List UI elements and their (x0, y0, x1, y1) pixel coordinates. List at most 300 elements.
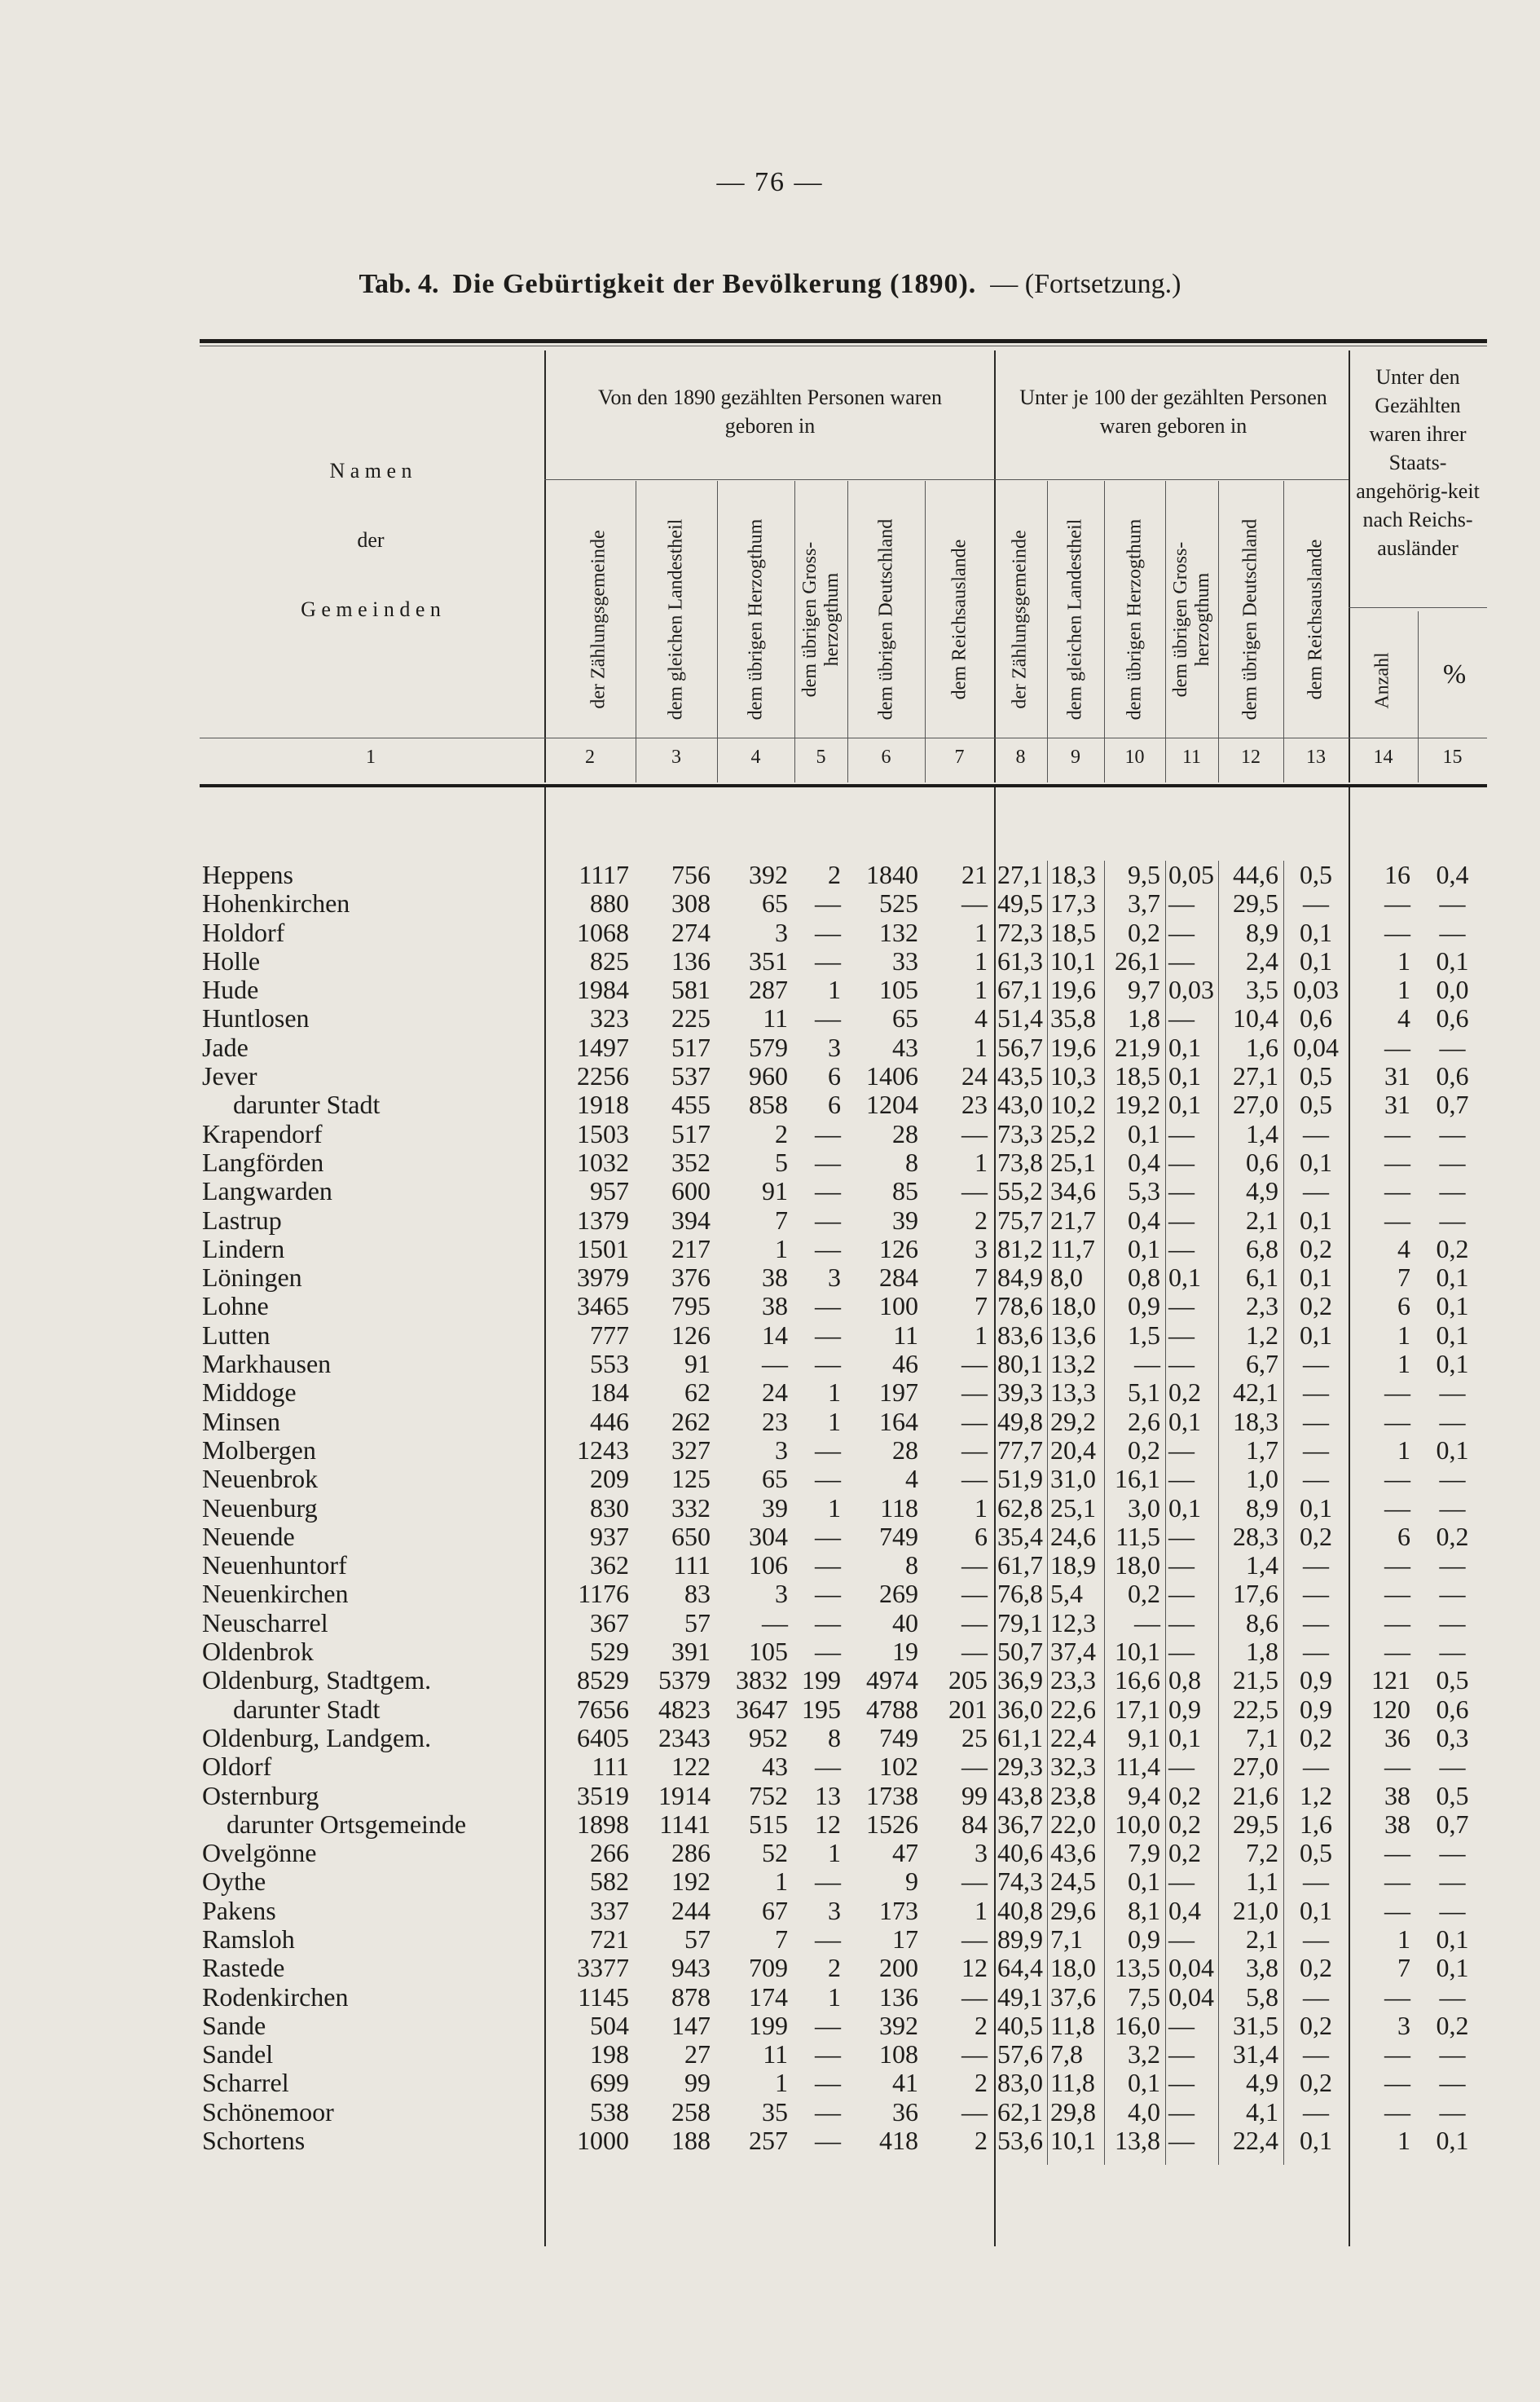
table-cell: — (815, 2096, 841, 2127)
table-cell: 10,1 (1050, 945, 1096, 976)
table-cell: 55,2 (997, 1176, 1043, 1206)
table-cell: 0,1 (1300, 945, 1332, 976)
table-cell: 14 (762, 1320, 788, 1350)
table-cell: 43,0 (997, 1090, 1043, 1120)
municipality-name: Oythe (202, 1867, 266, 1897)
table-cell: 0,1 (1128, 2068, 1160, 2098)
table-cell: 23,8 (1050, 1780, 1096, 1810)
col-header-reichsauslande: dem Reichsauslande (948, 539, 970, 700)
table-cell: 0,2 (1128, 1579, 1160, 1609)
table-cell: 17,3 (1050, 888, 1096, 919)
table-cell: 205 (948, 1665, 988, 1695)
table-cell: — (1384, 1637, 1410, 1667)
table-cell: — (1168, 1521, 1195, 1551)
table-cell: — (815, 888, 841, 919)
table-cell: 0,1 (1128, 1118, 1160, 1148)
table-cell: 0,7 (1436, 1809, 1469, 1839)
table-title: Die Gebürtigkeit der Bevölkerung (1890). (452, 269, 977, 299)
column-number: 15 (1442, 747, 1463, 768)
table-cell: 287 (749, 975, 788, 1005)
table-cell: 74,3 (997, 1867, 1043, 1897)
table-caption-suffix: — (Fortsetzung.) (990, 269, 1181, 299)
table-cell: 10,0 (1115, 1809, 1160, 1839)
table-cell: — (1384, 888, 1410, 919)
table-cell: 0,2 (1300, 1953, 1332, 1983)
table-cell: 0,1 (1300, 1205, 1332, 1235)
table-cell: 0,2 (1168, 1780, 1201, 1810)
table-cell: 2 (975, 2010, 988, 2040)
table-cell: — (961, 1579, 988, 1609)
table-cell: 0,3 (1436, 1722, 1469, 1752)
table-column-8 (994, 861, 1047, 2155)
table-cell: 35 (762, 2096, 788, 2127)
table-cell: 1 (828, 1377, 841, 1408)
table-cell: 858 (749, 1090, 788, 1120)
table-cell: 89,9 (997, 1924, 1043, 1954)
table-cell: — (961, 1981, 988, 2012)
table-cell: — (815, 2010, 841, 2040)
table-cell: 8,6 (1246, 1607, 1278, 1637)
table-cell: 8 (828, 1722, 841, 1752)
header-separator (994, 350, 996, 782)
table-cell: 1,2 (1246, 1320, 1278, 1350)
table-cell: — (1168, 917, 1195, 947)
table-cell: 0,1 (1168, 1090, 1201, 1120)
table-cell: — (1303, 1118, 1329, 1148)
table-cell: — (815, 1752, 841, 1782)
table-cell: 351 (749, 945, 788, 976)
table-cell: 4974 (866, 1665, 918, 1695)
table-cell: 125 (671, 1464, 711, 1494)
municipality-name: Jever (202, 1061, 257, 1091)
table-cell: 367 (590, 1607, 629, 1637)
table-cell: 266 (590, 1838, 629, 1868)
table-cell: 10,2 (1050, 1090, 1096, 1120)
table-cell: — (815, 2039, 841, 2069)
table-cell: 198 (590, 2039, 629, 2069)
column-number: 8 (1015, 747, 1026, 768)
table-cell: 24 (961, 1061, 988, 1091)
table-cell: 18,0 (1050, 1953, 1096, 1983)
table-cell: 83,6 (997, 1320, 1043, 1350)
table-cell: — (961, 1637, 988, 1667)
table-cell: 446 (590, 1406, 629, 1436)
table-cell: — (1439, 1637, 1466, 1667)
table-cell: — (1168, 945, 1195, 976)
municipality-name: Neuscharrel (202, 1607, 328, 1637)
table-cell: 17,1 (1115, 1694, 1160, 1724)
table-cell: — (1439, 917, 1466, 947)
table-cell: 4 (905, 1464, 918, 1494)
table-cell: — (961, 1377, 988, 1408)
table-cell: 1 (975, 975, 988, 1005)
column-separator (1283, 481, 1284, 782)
table-cell: 19 (892, 1637, 918, 1667)
table-cell: 0,1 (1300, 1895, 1332, 1925)
table-cell: 23,3 (1050, 1665, 1096, 1695)
table-cell: 749 (879, 1521, 918, 1551)
table-cell: 1,6 (1246, 1032, 1278, 1062)
table-cell: 0,1 (1168, 1406, 1201, 1436)
municipality-name: darunter Stadt (233, 1090, 381, 1120)
table-cell: 7 (775, 1205, 788, 1235)
table-cell: 0,05 (1168, 860, 1214, 889)
table-cell: 5379 (658, 1665, 711, 1695)
table-cell: 42,1 (1233, 1377, 1278, 1408)
table-cell: — (1439, 2039, 1466, 2069)
table-cell: 29,2 (1050, 1406, 1096, 1436)
table-cell: — (815, 1118, 841, 1148)
table-cell: — (961, 1435, 988, 1465)
table-cell: 5,8 (1246, 1981, 1278, 2012)
table-cell: 8,0 (1050, 1263, 1083, 1293)
table-cell: 43,6 (1050, 1838, 1096, 1868)
municipality-name: Middoge (202, 1377, 297, 1408)
table-cell: 830 (590, 1492, 629, 1523)
table-cell: 7 (1397, 1953, 1410, 1983)
table-cell: 943 (671, 1953, 711, 1983)
table-cell: 32,3 (1050, 1752, 1096, 1782)
table-cell: — (1384, 1867, 1410, 1897)
table-cell: 64,4 (997, 1953, 1043, 1983)
table-cell: 136 (671, 945, 711, 976)
column-separator (1104, 481, 1105, 782)
table-cell: 525 (879, 888, 918, 919)
table-cell: 61,3 (997, 945, 1043, 976)
municipality-name: Neuenhuntorf (202, 1550, 347, 1580)
table-cell: 61,1 (997, 1722, 1043, 1752)
table-cell: 0,1 (1436, 1924, 1469, 1954)
table-cell: 18,3 (1233, 1406, 1278, 1436)
table-cell: 19,6 (1050, 1032, 1096, 1062)
table-cell: 22,6 (1050, 1694, 1096, 1724)
table-cell: 0,1 (1128, 1867, 1160, 1897)
table-cell: 721 (590, 1924, 629, 1954)
table-cell: 392 (749, 860, 788, 889)
table-cell: 35,4 (997, 1521, 1043, 1551)
table-cell: — (1303, 1579, 1329, 1609)
table-cell: — (1168, 1435, 1195, 1465)
table-cell: 18,5 (1115, 1061, 1160, 1091)
table-cell: 262 (671, 1406, 711, 1436)
table-cell: 0,2 (1128, 1435, 1160, 1465)
table-cell: — (1168, 1349, 1195, 1379)
column-separator (794, 481, 795, 782)
table-cell: 274 (671, 917, 711, 947)
col-header-percent: % (1442, 659, 1467, 690)
table-cell: 27,1 (1233, 1061, 1278, 1091)
table-cell: 22,0 (1050, 1809, 1096, 1839)
table-cell: 7 (775, 1924, 788, 1954)
table-cell: — (1303, 1464, 1329, 1494)
table-cell: — (1168, 1579, 1195, 1609)
table-cell: 8 (905, 1147, 918, 1177)
table-cell: 3979 (577, 1263, 629, 1293)
table-cell: 0,9 (1300, 1665, 1332, 1695)
column-number: 10 (1124, 747, 1145, 768)
table-cell: 100 (879, 1291, 918, 1321)
table-cell: 197 (879, 1377, 918, 1408)
table-cell: 41 (892, 2068, 918, 2098)
table-cell: 579 (749, 1032, 788, 1062)
table-cell: 418 (879, 2126, 918, 2156)
table-cell: 0,1 (1436, 1435, 1469, 1465)
table-cell: 199 (802, 1665, 841, 1695)
table-cell: 376 (671, 1263, 711, 1293)
table-cell: — (961, 1607, 988, 1637)
table-cell: 3 (775, 1579, 788, 1609)
table-cell: 36 (892, 2096, 918, 2127)
table-cell: 26,1 (1115, 945, 1160, 976)
table-cell: 22,4 (1050, 1722, 1096, 1752)
table-cell: 1 (775, 1867, 788, 1897)
table-cell: 43 (762, 1752, 788, 1782)
municipality-name: Huntlosen (202, 1003, 310, 1034)
table-cell: — (1384, 1492, 1410, 1523)
table-cell: 952 (749, 1722, 788, 1752)
group-absolute-header: Von den 1890 gezählten Personen waren geboren in (598, 386, 942, 438)
table-cell: 0,2 (1168, 1809, 1201, 1839)
table-cell: — (961, 1464, 988, 1494)
table-cell: — (1168, 1752, 1195, 1782)
table-column-3 (636, 861, 715, 2155)
table-cell: 99 (684, 2068, 711, 2098)
table-cell: — (1439, 1550, 1466, 1580)
table-cell: 6 (828, 1090, 841, 1120)
names-header-line: G e m e i n d e n (301, 597, 441, 621)
header-group-rule (544, 479, 994, 480)
table-cell: 709 (749, 1953, 788, 1983)
table-number: Tab. 4. (359, 269, 439, 299)
table-cell: — (1303, 1349, 1329, 1379)
table-cell: 0,2 (1300, 1722, 1332, 1752)
table-cell: 1 (828, 1492, 841, 1523)
table-cell: 1,2 (1300, 1780, 1332, 1810)
table-cell: 0,04 (1168, 1953, 1214, 1983)
table-cell: — (815, 2068, 841, 2098)
table-cell: 5 (775, 1147, 788, 1177)
table-cell: — (961, 1118, 988, 1148)
table-cell: — (815, 1550, 841, 1580)
table-cell: 0,1 (1168, 1492, 1201, 1523)
table-cell: 1918 (577, 1090, 629, 1120)
table-cell: 49,5 (997, 888, 1043, 919)
municipality-name: Holle (202, 945, 261, 976)
table-cell: 57,6 (997, 2039, 1043, 2069)
table-cell: 1 (975, 1320, 988, 1350)
table-cell: 0,1 (1436, 1953, 1469, 1983)
table-cell: 0,4 (1128, 1205, 1160, 1235)
table-cell: — (1168, 1607, 1195, 1637)
table-cell: 0,6 (1436, 1003, 1469, 1034)
table-cell: 3519 (577, 1780, 629, 1810)
column-number: 1 (366, 747, 376, 768)
column-number: 4 (750, 747, 761, 768)
table-cell: — (1168, 1291, 1195, 1321)
table-cell: 1 (975, 1895, 988, 1925)
table-cell: 5,1 (1128, 1377, 1160, 1408)
table-cell: 1 (1397, 945, 1410, 976)
table-cell: 0,1 (1300, 1320, 1332, 1350)
table-cell: 25,2 (1050, 1118, 1096, 1148)
table-cell: 0,5 (1300, 1061, 1332, 1091)
table-cell: 2,6 (1128, 1406, 1160, 1436)
col-header-pct-reichsauslande: dem Reichsauslande (1305, 539, 1327, 700)
table-cell: 0,4 (1168, 1895, 1201, 1925)
table-cell: — (815, 1867, 841, 1897)
table-cell: 3 (828, 1263, 841, 1293)
table-cell: — (1384, 1377, 1410, 1408)
table-cell: — (1168, 2096, 1195, 2127)
municipality-name: Molbergen (202, 1435, 316, 1465)
table-cell: 67 (762, 1895, 788, 1925)
names-header-line: N a m e n (329, 459, 412, 483)
table-cell: 9,7 (1128, 975, 1160, 1005)
table-cell: 10,1 (1050, 2126, 1096, 2156)
table-cell: 16,6 (1115, 1665, 1160, 1695)
table-cell: 10,1 (1115, 1637, 1160, 1667)
table-cell: 3 (775, 917, 788, 947)
table-column-7 (925, 861, 992, 2155)
table-cell: 11 (763, 2039, 788, 2069)
table-cell: 327 (671, 1435, 711, 1465)
table-cell: — (815, 1320, 841, 1350)
table-cell: 391 (671, 1637, 711, 1667)
table-cell: 362 (590, 1550, 629, 1580)
table-cell: — (1168, 2010, 1195, 2040)
table-cell: — (815, 1233, 841, 1263)
table-cell: 880 (590, 888, 629, 919)
table-cell: 0,6 (1436, 1061, 1469, 1091)
table-cell: 83,0 (997, 2068, 1043, 2098)
table-cell: 286 (671, 1838, 711, 1868)
table-column-5 (794, 861, 846, 2155)
table-cell: 269 (879, 1579, 918, 1609)
municipality-name: Rastede (202, 1953, 285, 1983)
table-cell: 2343 (658, 1722, 711, 1752)
table-cell: 28,3 (1233, 1521, 1278, 1551)
table-cell: 332 (671, 1492, 711, 1523)
table-cell: 2 (975, 2068, 988, 2098)
table-cell: 8,9 (1246, 1492, 1278, 1523)
municipality-name: Jade (202, 1032, 249, 1062)
table-cell: 2,1 (1246, 1924, 1278, 1954)
table-cell: — (1303, 888, 1329, 919)
table-cell: — (1384, 2068, 1410, 2098)
col-header-pct-landestheil: dem gleichen Landestheil (1064, 518, 1086, 721)
table-cell: — (1384, 1550, 1410, 1580)
municipality-name: Oldenburg, Stadtgem. (202, 1665, 432, 1695)
table-cell: — (961, 1867, 988, 1897)
table-cell: 6 (975, 1521, 988, 1551)
table-cell: 1 (1397, 1435, 1410, 1465)
table-cell: 1497 (577, 1032, 629, 1062)
table-cell: 3465 (577, 1291, 629, 1321)
table-cell: 1 (775, 2068, 788, 2098)
table-cell: 51,9 (997, 1464, 1043, 1494)
table-cell: 3 (975, 1233, 988, 1263)
table-cell: 111 (592, 1752, 629, 1782)
table-cell: — (1439, 1895, 1466, 1925)
table-cell: 323 (590, 1003, 629, 1034)
table-cell: 199 (749, 2010, 788, 2040)
table-cell: 43,8 (997, 1780, 1043, 1810)
table-cell: 136 (879, 1981, 918, 2012)
table-cell: — (1439, 2096, 1466, 2127)
table-cell: 5,4 (1050, 1579, 1083, 1609)
table-cell: — (1439, 1607, 1466, 1637)
table-cell: — (1439, 1176, 1466, 1206)
table-cell: — (1384, 2096, 1410, 2127)
table-cell: 11 (763, 1003, 788, 1034)
table-cell: 77,7 (997, 1435, 1043, 1465)
table-cell: 22,5 (1233, 1694, 1278, 1724)
table-cell: 43 (892, 1032, 918, 1062)
table-cell: 1,8 (1128, 1003, 1160, 1034)
table-cell: 0,5 (1300, 1090, 1332, 1120)
table-cell: 24,5 (1050, 1867, 1096, 1897)
table-cell: 0,4 (1436, 860, 1469, 889)
table-cell: 582 (590, 1867, 629, 1897)
table-cell: 0,1 (1436, 1291, 1469, 1321)
table-cell: 1501 (577, 1233, 629, 1263)
column-separator (1047, 481, 1048, 782)
table-cell: — (1439, 1147, 1466, 1177)
table-cell: 106 (749, 1550, 788, 1580)
table-cell: — (1303, 1637, 1329, 1667)
table-cell: 18,0 (1115, 1550, 1160, 1580)
table-cell: — (1168, 1147, 1195, 1177)
table-cell: 6405 (577, 1722, 629, 1752)
table-cell: — (1384, 1147, 1410, 1177)
table-cell: 699 (590, 2068, 629, 2098)
table-cell: — (815, 1579, 841, 1609)
municipality-name: Schortens (202, 2126, 306, 2156)
table-cell: 11,5 (1115, 1521, 1160, 1551)
table-cell: 1 (975, 1492, 988, 1523)
table-cell: 13 (815, 1780, 841, 1810)
table-cell: — (1303, 1377, 1329, 1408)
table-cell: 217 (671, 1233, 711, 1263)
table-cell: 308 (671, 888, 711, 919)
table-cell: 13,6 (1050, 1320, 1096, 1350)
table-cell: 0,9 (1128, 1924, 1160, 1954)
municipality-name: darunter Ortsgemeinde (227, 1809, 467, 1839)
column-number: 7 (954, 747, 965, 768)
table-cell: 39 (892, 1205, 918, 1235)
table-cell: — (1303, 1176, 1329, 1206)
table-cell: 102 (879, 1752, 918, 1782)
table-cell: 11 (893, 1320, 918, 1350)
table-cell: 0,2 (1300, 1233, 1332, 1263)
table-cell: — (1168, 2126, 1195, 2156)
table-cell: 51,4 (997, 1003, 1043, 1034)
table-cell: — (1439, 1118, 1466, 1148)
table-cell: 21,0 (1233, 1895, 1278, 1925)
table-cell: 1204 (866, 1090, 918, 1120)
table-cell: 1,0 (1246, 1464, 1278, 1494)
municipality-name: Neuende (202, 1521, 295, 1551)
table-cell: 50,7 (997, 1637, 1043, 1667)
table-cell: 122 (671, 1752, 711, 1782)
table-cell: — (1303, 1867, 1329, 1897)
table-cell: 29,8 (1050, 2096, 1096, 2127)
table-cell: — (1303, 1406, 1329, 1436)
table-cell: 0,1 (1436, 1349, 1469, 1379)
table-cell: — (1168, 888, 1195, 919)
table-cell: 19,2 (1115, 1090, 1160, 1120)
table-cell: 4,9 (1246, 1176, 1278, 1206)
